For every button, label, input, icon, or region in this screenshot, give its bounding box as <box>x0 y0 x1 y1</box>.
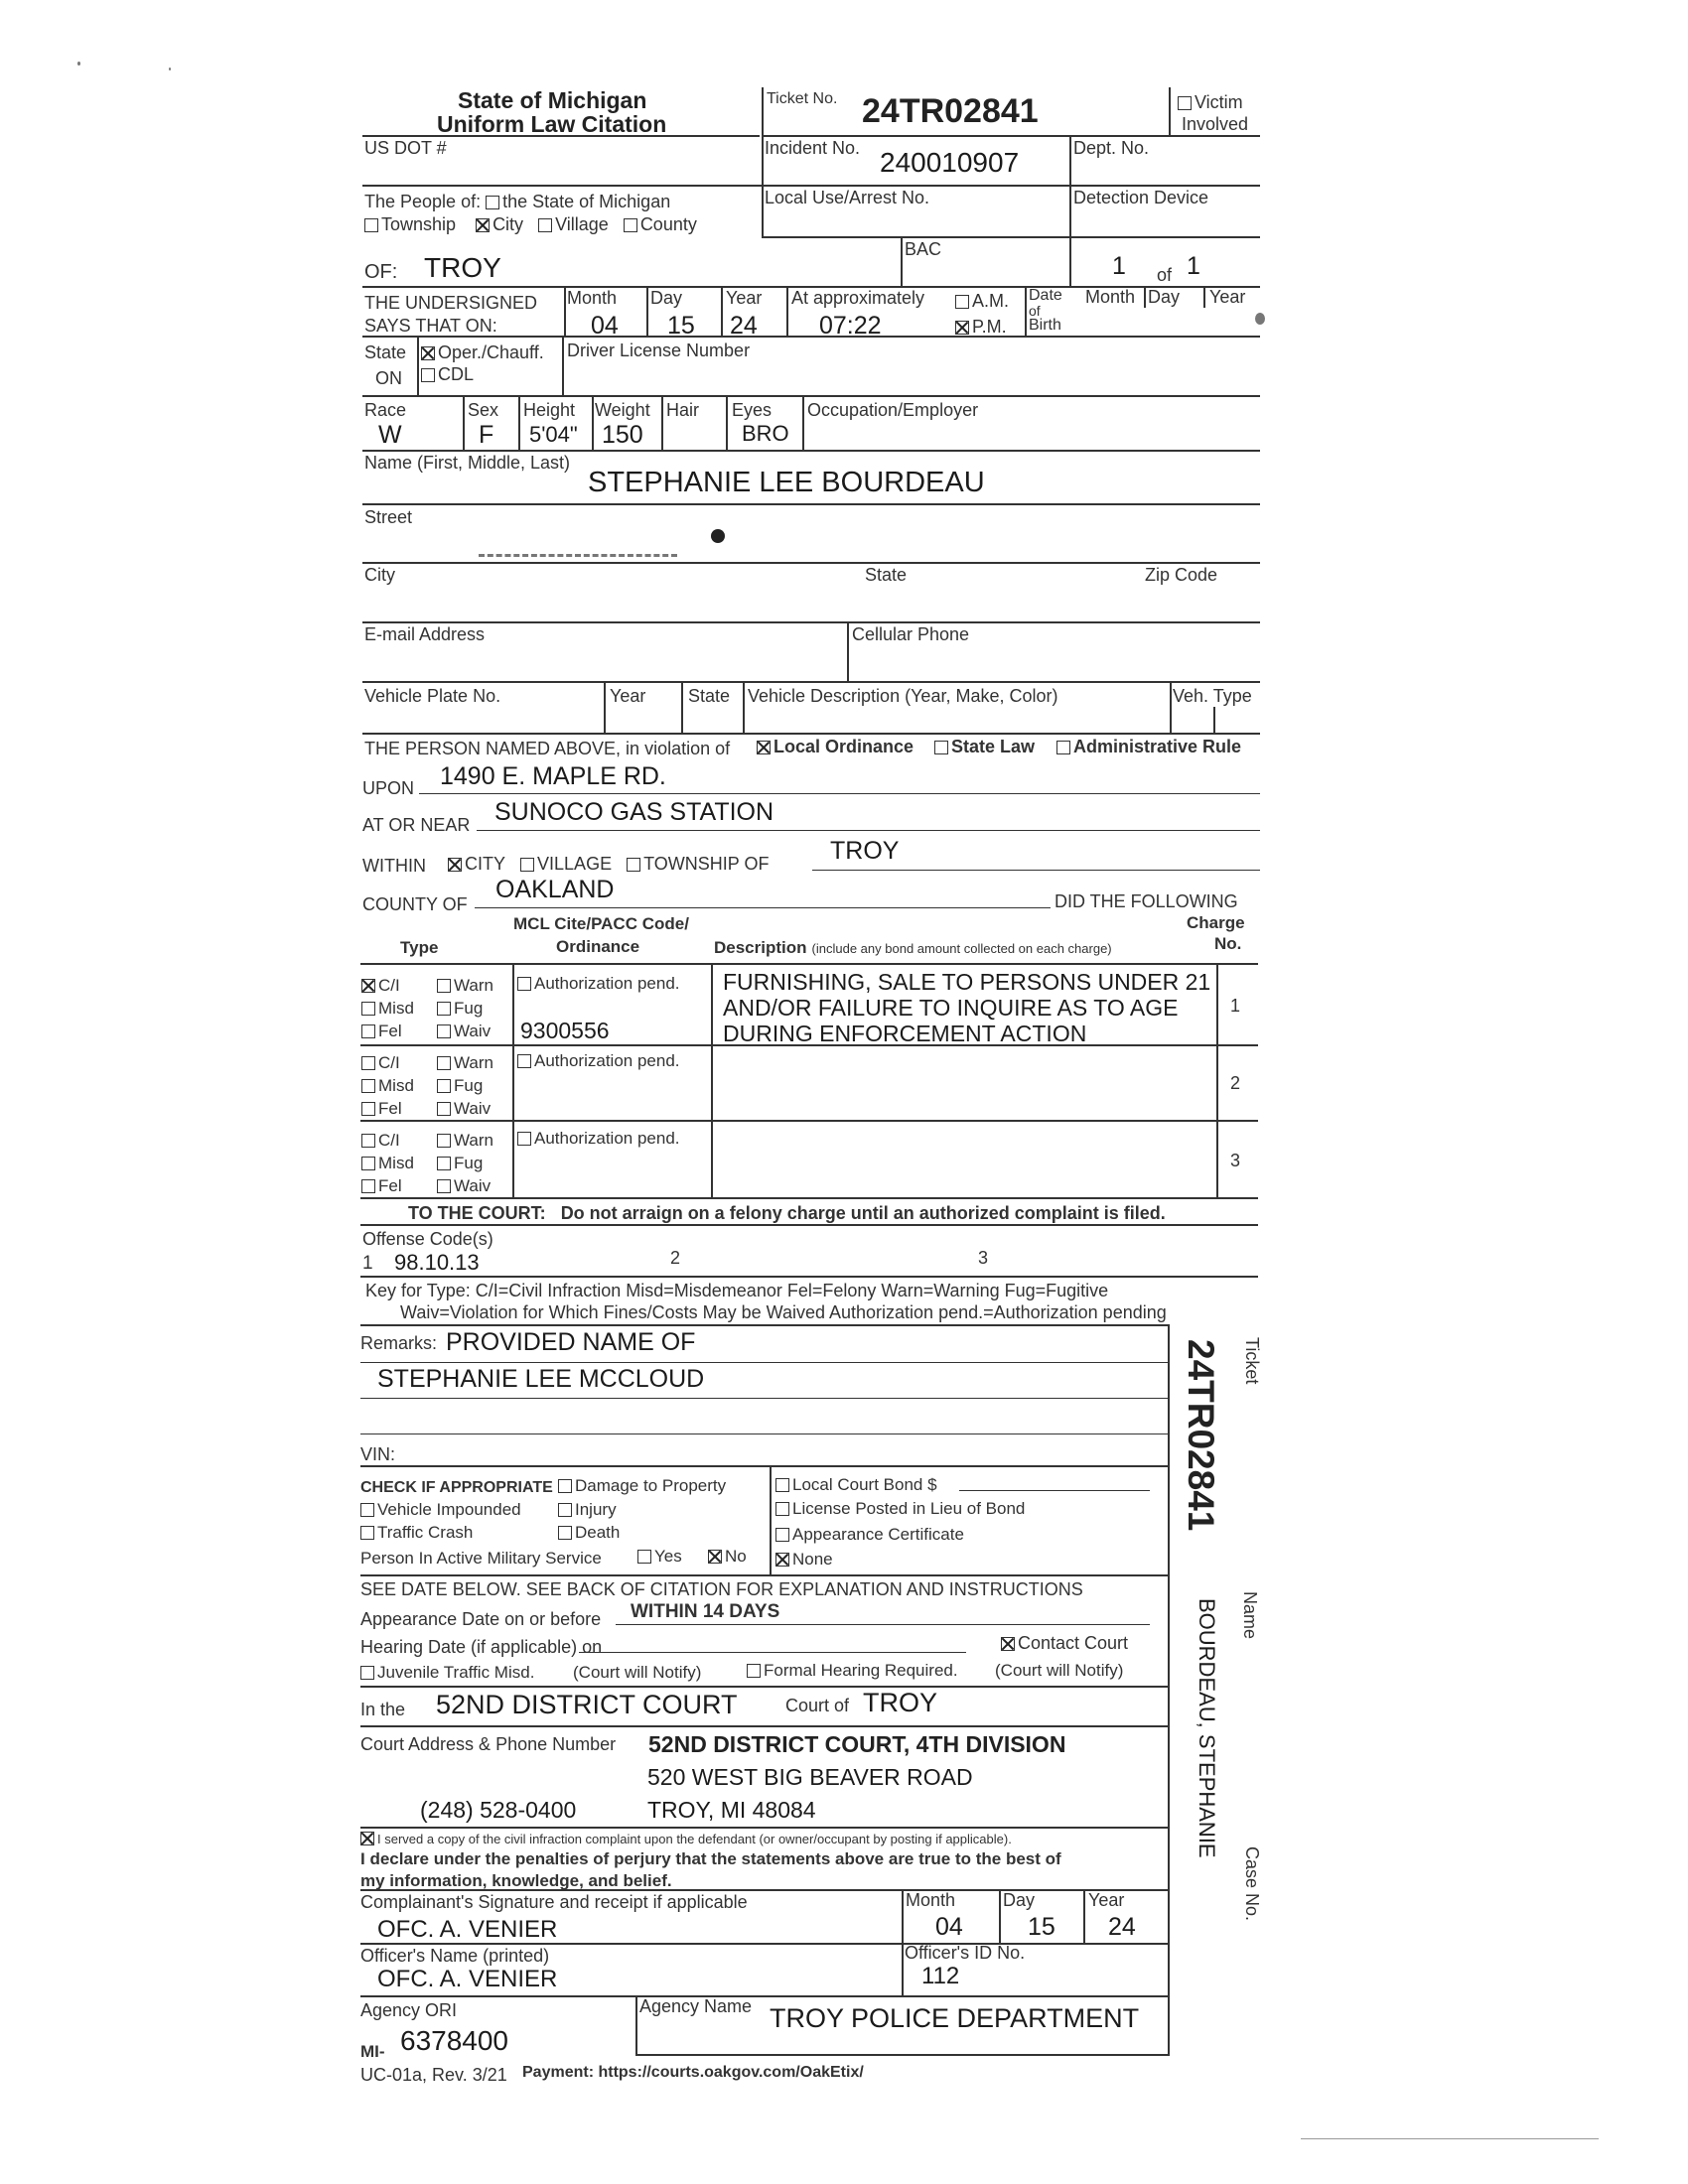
weight-label: Weight <box>595 400 650 420</box>
charge1-warn-checkbox[interactable] <box>437 979 451 993</box>
sig-year-value: 24 <box>1108 1913 1136 1941</box>
name-label: Name (First, Middle, Last) <box>364 453 571 473</box>
local-use-label: Local Use/Arrest No. <box>765 188 930 207</box>
local-ordinance-option[interactable]: Local Ordinance <box>757 738 914 755</box>
charge1-desc-1: FURNISHING, SALE TO PERSONS UNDER 21 <box>723 969 1211 995</box>
did-the-following: DID THE FOLLOWING <box>1055 891 1238 911</box>
court-address-3: TROY, MI 48084 <box>647 1797 816 1823</box>
occupation-label: Occupation/Employer <box>807 400 979 420</box>
incident-label: Incident No. <box>765 138 861 158</box>
time-value: 07:22 <box>819 312 882 340</box>
dob-month-label: Month <box>1085 287 1136 307</box>
city-label: City <box>364 565 395 585</box>
juvenile-checkbox[interactable] <box>360 1666 374 1680</box>
offense-codes-label: Offense Code(s) <box>362 1229 493 1249</box>
side-ticket-number: 24TR02841 <box>1181 1339 1221 1532</box>
ticket-label: Ticket No. <box>767 90 838 107</box>
near-label: AT OR NEAR <box>362 815 471 835</box>
within-township-checkbox[interactable] <box>627 858 640 872</box>
approx-label: At approximately <box>791 288 925 308</box>
court-phone: (248) 528-0400 <box>420 1797 577 1823</box>
court-notify-2: (Court will Notify) <box>995 1661 1124 1680</box>
charge3-fel-checkbox[interactable] <box>361 1179 375 1193</box>
form-title: Uniform Law Citation <box>437 111 667 137</box>
undersigned-2: SAYS THAT ON: <box>364 316 497 336</box>
in-the-label: In the <box>360 1700 406 1719</box>
vehicle-year-label: Year <box>610 686 646 706</box>
court-of-value: TROY <box>863 1688 938 1717</box>
people-of: The People of: the State of Michigan <box>364 192 671 211</box>
charge1-fel-checkbox[interactable] <box>361 1024 375 1038</box>
charge2-ci-checkbox[interactable] <box>361 1056 375 1070</box>
bac-label: BAC <box>905 239 942 259</box>
court-notify-1: (Court will Notify) <box>573 1663 702 1682</box>
cdl-option[interactable]: CDL <box>421 365 474 383</box>
charge1-desc-3: DURING ENFORCEMENT ACTION <box>723 1021 1087 1046</box>
charge1-ci-checkbox[interactable] <box>361 979 375 993</box>
am-option[interactable]: A.M. <box>955 292 1009 310</box>
officer-id-value: 112 <box>921 1963 960 1989</box>
offense-3-no: 3 <box>978 1248 989 1268</box>
perjury-statement-1: I declare under the penalties of perjury that the statements above are true to the best of <box>360 1849 1061 1868</box>
ticket-number: 24TR02841 <box>862 92 1039 130</box>
license-posted-checkbox[interactable] <box>775 1502 789 1516</box>
military-yes-checkbox[interactable] <box>637 1550 651 1564</box>
victim-checkbox[interactable] <box>1178 96 1192 110</box>
formal-hearing-checkbox[interactable] <box>747 1664 761 1678</box>
charge1-number: 1 <box>1230 996 1241 1016</box>
person-named-above: THE PERSON NAMED ABOVE, in violation of <box>364 739 731 758</box>
hearing-date-label: Hearing Date (if applicable) on <box>360 1637 603 1657</box>
oper-option[interactable]: Oper./Chauff. <box>421 343 544 361</box>
day-value: 15 <box>667 312 695 340</box>
hair-label: Hair <box>666 400 700 420</box>
height-label: Height <box>523 400 576 420</box>
sig-year-label: Year <box>1088 1890 1125 1910</box>
side-case-label: Case No. <box>1242 1846 1262 1922</box>
cell-phone-label: Cellular Phone <box>852 624 970 644</box>
agency-name-label: Agency Name <box>639 1996 753 2016</box>
state-law-checkbox[interactable] <box>934 741 948 754</box>
page-number: 1 <box>1112 252 1126 280</box>
charge2-misd-checkbox[interactable] <box>361 1079 375 1093</box>
charge3-waiv-checkbox[interactable] <box>437 1179 451 1193</box>
side-ticket-label: Ticket <box>1242 1337 1262 1385</box>
charge2-auth-checkbox[interactable] <box>517 1054 531 1068</box>
court-of-label: Court of <box>785 1696 850 1715</box>
day-label: Day <box>650 288 683 308</box>
charge1-desc-2: AND/OR FAILURE TO INQUIRE AS TO AGE <box>723 995 1179 1021</box>
pm-checkbox[interactable] <box>955 321 969 335</box>
page-of: of <box>1157 265 1173 285</box>
email-label: E-mail Address <box>364 624 486 644</box>
charge1-misd-checkbox[interactable] <box>361 1002 375 1016</box>
sex-value: F <box>479 421 494 449</box>
charge3-warn-checkbox[interactable] <box>437 1134 451 1148</box>
local-ordinance-checkbox[interactable] <box>757 741 771 754</box>
on-label: ON <box>375 368 402 388</box>
month-value: 04 <box>591 312 619 340</box>
charge3-misd-checkbox[interactable] <box>361 1157 375 1170</box>
victim-involved[interactable]: Victim <box>1178 93 1243 111</box>
admin-rule-option[interactable]: Administrative Rule <box>1056 738 1241 755</box>
race-label: Race <box>364 400 407 420</box>
vehicle-type-label: Veh. Type <box>1173 686 1252 706</box>
offense-1-no: 1 <box>362 1253 373 1274</box>
charge1-waiv-checkbox[interactable] <box>437 1024 451 1038</box>
court-name: 52ND DISTRICT COURT <box>436 1690 738 1719</box>
dob-label-1: Date <box>1029 287 1062 304</box>
form-number: UC-01a, Rev. 3/21 <box>360 2065 507 2085</box>
none-checkbox[interactable] <box>775 1553 789 1567</box>
officer-name-value: OFC. A. VENIER <box>377 1966 558 1992</box>
within-village-checkbox[interactable] <box>520 858 534 872</box>
county-checkbox[interactable] <box>624 218 637 232</box>
court-address-label: Court Address & Phone Number <box>360 1734 617 1754</box>
military-service-label: Person In Active Military Service <box>360 1549 602 1568</box>
charge1-auth-checkbox[interactable] <box>517 977 531 991</box>
village-checkbox[interactable] <box>538 218 552 232</box>
remarks-line-2: STEPHANIE LEE MCCLOUD <box>377 1365 705 1393</box>
payment-url[interactable]: Payment: https://courts.oakgov.com/OakEtix/ <box>522 2064 864 2081</box>
zip-label: Zip Code <box>1145 565 1218 585</box>
injury-checkbox[interactable] <box>558 1503 572 1517</box>
served-copy-checkbox[interactable] <box>360 1832 374 1845</box>
agency-ori-prefix: MI- <box>360 2042 385 2061</box>
page-total: 1 <box>1187 252 1200 280</box>
state-of-michigan-checkbox[interactable] <box>486 196 499 209</box>
appearance-date-label: Appearance Date on or before <box>360 1609 602 1629</box>
charge2-waiv-checkbox[interactable] <box>437 1102 451 1116</box>
height-value: 5'04" <box>529 422 578 447</box>
within-city-checkbox[interactable] <box>448 858 462 872</box>
within-value: TROY <box>830 837 900 865</box>
vehicle-state-label: State <box>688 686 731 706</box>
state-label-address: State <box>865 565 908 585</box>
dob-year-label: Year <box>1209 287 1246 307</box>
charge2-number: 2 <box>1230 1073 1241 1093</box>
within-label: WITHIN <box>362 856 426 876</box>
us-dot-label: US DOT # <box>364 138 447 158</box>
agency-name-value: TROY POLICE DEPARTMENT <box>770 2003 1140 2033</box>
detection-device-label: Detection Device <box>1073 188 1209 207</box>
signature-value: OFC. A. VENIER <box>377 1916 558 1943</box>
weight-value: 150 <box>602 421 643 449</box>
crash-checkbox[interactable] <box>360 1526 374 1540</box>
within-options: CITY VILLAGE TOWNSHIP OF <box>448 855 769 873</box>
damage-checkbox[interactable] <box>558 1479 572 1493</box>
mcl-header-2: Ordinance <box>556 937 640 956</box>
of-value: TROY <box>424 252 501 283</box>
served-copy-text: I served a copy of the civil infraction complaint upon the defendant (or owner/occupant by posting if applicable). <box>377 1832 1012 1846</box>
local-bond-checkbox[interactable] <box>775 1478 789 1492</box>
charge-header-2: No. <box>1214 934 1242 953</box>
cdl-checkbox[interactable] <box>421 368 435 382</box>
jurisdiction-options: Township City Village County <box>364 215 697 233</box>
charge2-fug-checkbox[interactable] <box>437 1079 451 1093</box>
admin-rule-checkbox[interactable] <box>1056 741 1070 754</box>
charge2-warn-checkbox[interactable] <box>437 1056 451 1070</box>
mcl-header-1: MCL Cite/PACC Code/ <box>513 914 689 933</box>
sex-label: Sex <box>468 400 499 420</box>
offense-2-no: 2 <box>670 1248 681 1268</box>
officer-name-label: Officer's Name (printed) <box>360 1946 550 1966</box>
charge3-auth-checkbox[interactable] <box>517 1132 531 1146</box>
type-header: Type <box>400 938 439 957</box>
dob-day-label: Day <box>1148 287 1181 307</box>
description-header: Description (include any bond amount collected on each charge) <box>714 938 1112 957</box>
perjury-statement-2: my information, knowledge, and belief. <box>360 1871 672 1890</box>
officer-id-label: Officer's ID No. <box>905 1943 1026 1963</box>
race-value: W <box>378 421 402 449</box>
incident-number: 240010907 <box>880 147 1020 178</box>
plate-label: Vehicle Plate No. <box>364 686 501 706</box>
dl-number-label: Driver License Number <box>567 341 751 360</box>
pm-option[interactable]: P.M. <box>955 318 1007 336</box>
township-checkbox[interactable] <box>364 218 378 232</box>
city-checkbox[interactable] <box>476 218 490 232</box>
appearance-cert-checkbox[interactable] <box>775 1528 789 1542</box>
charge1-code: 9300556 <box>520 1018 610 1043</box>
charge3-fug-checkbox[interactable] <box>437 1157 451 1170</box>
signature-label: Complainant's Signature and receipt if applicable <box>360 1892 748 1912</box>
offense-1-code: 98.10.13 <box>394 1250 480 1275</box>
to-the-court-note: TO THE COURT: Do not arraign on a felony charge until an authorized complaint is filed. <box>408 1203 1166 1223</box>
sig-day-value: 15 <box>1028 1913 1055 1941</box>
contact-court-checkbox[interactable] <box>1001 1637 1015 1651</box>
dept-label: Dept. No. <box>1073 138 1150 158</box>
agency-ori-label: Agency ORI <box>360 2000 458 2020</box>
upon-value: 1490 E. MAPLE RD. <box>440 762 666 790</box>
victim-involved-line2: Involved <box>1182 114 1249 134</box>
charge3-ci-checkbox[interactable] <box>361 1134 375 1148</box>
see-date-below: SEE DATE BELOW. SEE BACK OF CITATION FOR EXPLANATION AND INSTRUCTIONS <box>360 1579 1083 1599</box>
oper-checkbox[interactable] <box>421 346 435 360</box>
check-if-appropriate: CHECK IF APPROPRIATE <box>360 1479 553 1496</box>
dob-label-2: of <box>1029 303 1041 319</box>
remarks-label: Remarks: <box>360 1333 438 1353</box>
state-title: State of Michigan <box>458 87 647 113</box>
key-for-type-2: Waiv=Violation for Which Fines/Costs May be Waived Authorization pend.=Authorization pending <box>400 1302 1167 1322</box>
key-for-type: Key for Type: C/I=Civil Infraction Misd=Misdemeanor Fel=Felony Warn=Warning Fug=Fugitive <box>365 1281 1109 1300</box>
year-value: 24 <box>730 312 758 340</box>
side-name-label: Name <box>1240 1591 1260 1640</box>
impounded-checkbox[interactable] <box>360 1503 374 1517</box>
month-label: Month <box>567 288 618 308</box>
vehicle-desc-label: Vehicle Description (Year, Make, Color) <box>748 686 1058 706</box>
military-no-checkbox[interactable] <box>708 1550 722 1564</box>
sig-month-value: 04 <box>935 1913 963 1941</box>
state-law-option[interactable]: State Law <box>934 738 1035 755</box>
eyes-value: BRO <box>742 421 789 446</box>
charge-header-1: Charge <box>1187 913 1245 932</box>
eyes-label: Eyes <box>732 400 773 420</box>
vin-label: VIN: <box>360 1444 396 1464</box>
county-value: OAKLAND <box>495 876 615 903</box>
charge2-fel-checkbox[interactable] <box>361 1102 375 1116</box>
am-checkbox[interactable] <box>955 295 969 309</box>
state-label: State <box>364 342 407 362</box>
side-name-value: BOURDEAU, STEPHANIE <box>1195 1598 1219 1858</box>
year-label: Year <box>726 288 763 308</box>
street-label: Street <box>364 507 413 527</box>
undersigned-1: THE UNDERSIGNED <box>364 293 538 313</box>
sig-month-label: Month <box>906 1890 956 1910</box>
charge3-number: 3 <box>1230 1151 1241 1170</box>
defendant-name: STEPHANIE LEE BOURDEAU <box>588 467 985 498</box>
near-value: SUNOCO GAS STATION <box>494 798 774 826</box>
appearance-date-value: WITHIN 14 DAYS <box>631 1601 780 1622</box>
upon-label: UPON <box>362 778 415 798</box>
county-label: COUNTY OF <box>362 894 468 914</box>
agency-ori-value: 6378400 <box>400 2025 509 2056</box>
dob-label-3: Birth <box>1029 317 1061 334</box>
sig-day-label: Day <box>1003 1890 1036 1910</box>
of-label: OF: <box>364 261 398 283</box>
court-address-2: 520 WEST BIG BEAVER ROAD <box>647 1764 973 1790</box>
remarks-line-1: PROVIDED NAME OF <box>446 1328 696 1356</box>
death-checkbox[interactable] <box>558 1526 572 1540</box>
charge1-fug-checkbox[interactable] <box>437 1002 451 1016</box>
court-address-1: 52ND DISTRICT COURT, 4TH DIVISION <box>648 1731 1066 1757</box>
